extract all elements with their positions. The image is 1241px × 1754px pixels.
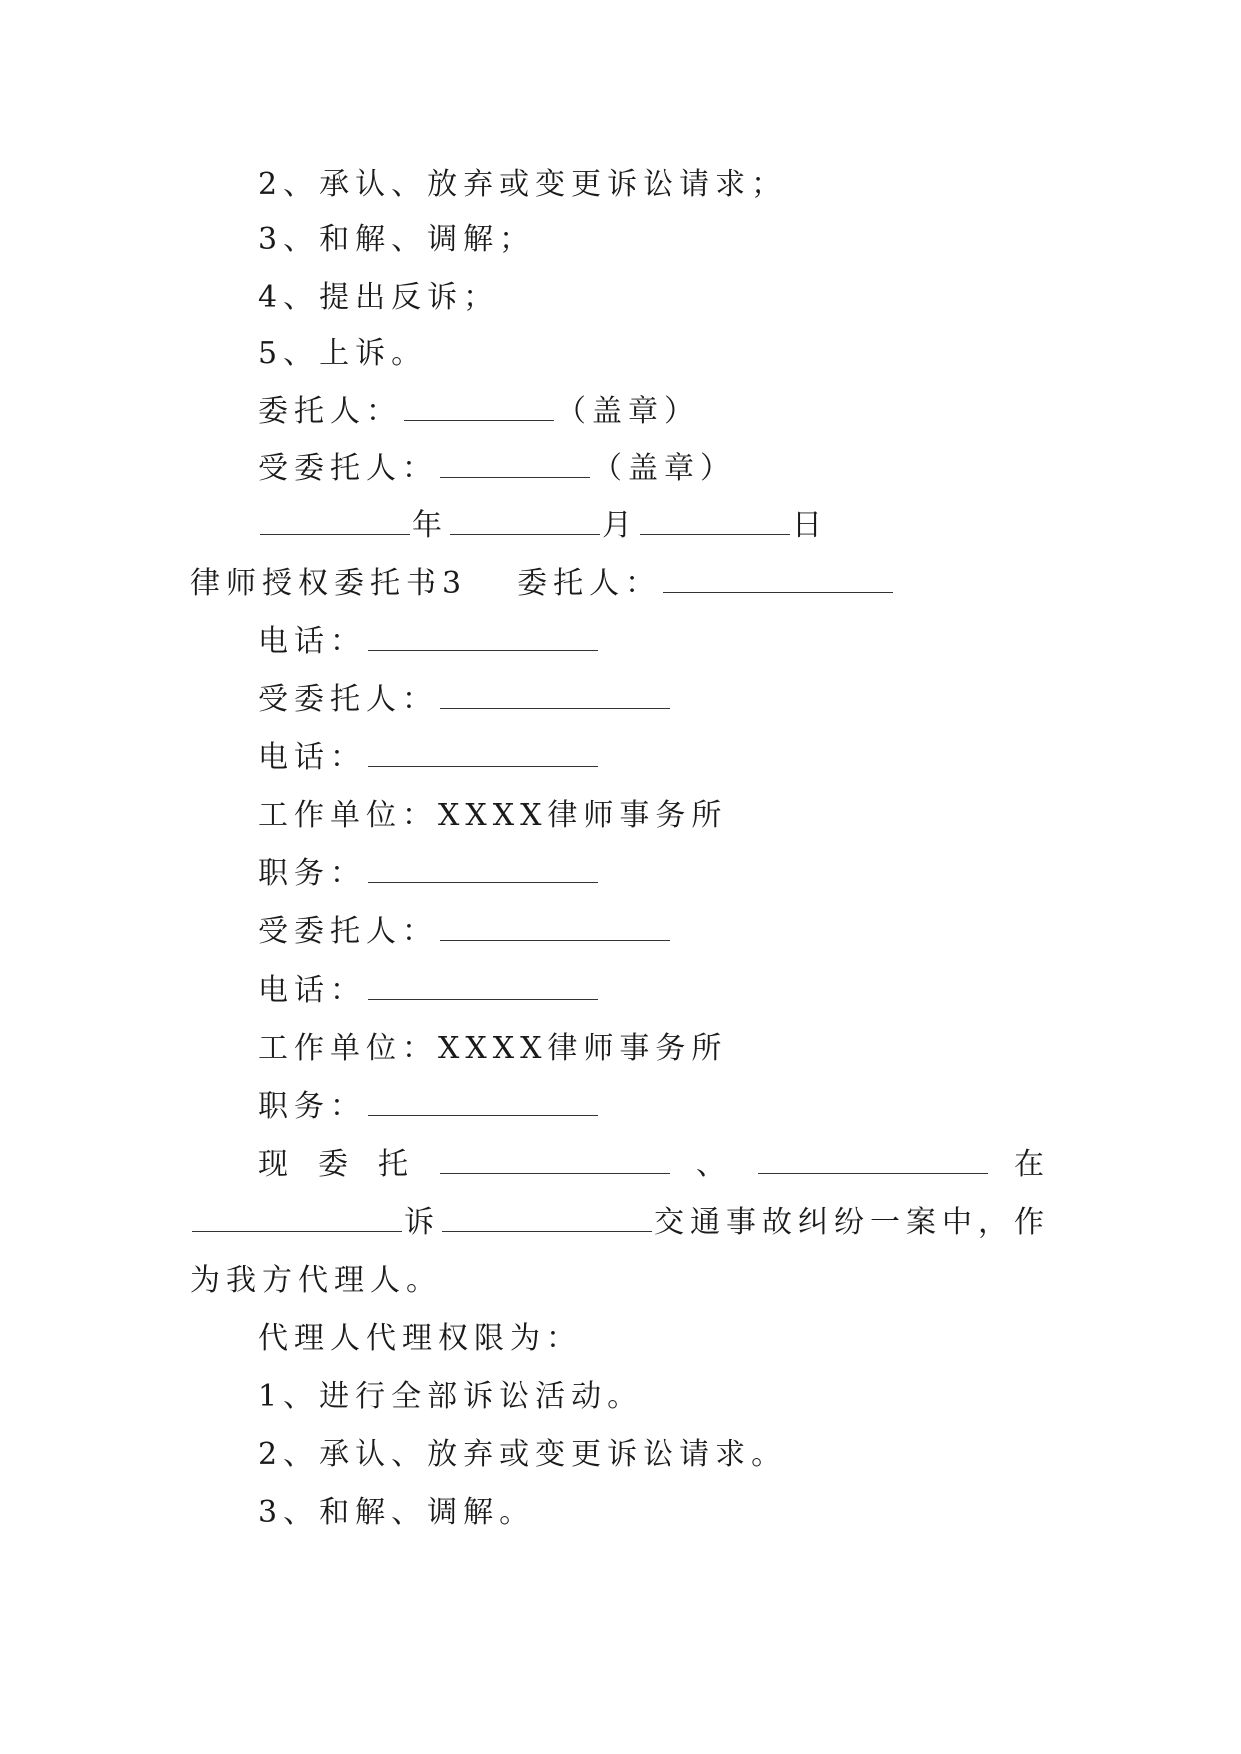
day-label: 日 <box>792 508 828 543</box>
year-blank[interactable] <box>260 533 410 535</box>
case-line-cont: 为我方代理人。 <box>190 1263 442 1298</box>
principal-seal: （盖章） <box>556 394 700 429</box>
principal-blank[interactable] <box>663 591 893 593</box>
doc-heading-line <box>190 555 895 613</box>
agent-line <box>258 671 672 729</box>
case-v: 诉 <box>404 1205 440 1240</box>
list-item: 3、和解、调解； <box>258 222 536 257</box>
entrust-word: 委 <box>318 1147 354 1182</box>
agent-seal-line <box>258 440 736 498</box>
position-blank[interactable] <box>368 1114 598 1116</box>
position-label: 职务： <box>258 1089 366 1124</box>
work-unit-line: 工作单位：XXXX律师事务所 <box>258 798 728 833</box>
position-line <box>258 1078 600 1136</box>
list-item: 2、承认、放弃或变更诉讼请求； <box>258 167 788 202</box>
entrust-word: 现 <box>258 1147 294 1182</box>
case-line <box>190 1194 1050 1252</box>
position-blank[interactable] <box>368 881 598 883</box>
agent-line <box>258 903 672 961</box>
list-item: 5、上诉。 <box>258 336 428 371</box>
agent-label: 受委托人： <box>258 451 438 486</box>
list-item: 3、和解、调解。 <box>258 1495 536 1530</box>
phone-label: 电话： <box>258 740 366 775</box>
position-label: 职务： <box>258 856 366 891</box>
case-text: 交通事故纠纷一案中，作 <box>654 1205 1050 1240</box>
phone-line <box>258 613 600 671</box>
phone-blank[interactable] <box>368 765 598 767</box>
date-line <box>258 497 828 555</box>
phone-line <box>258 729 600 787</box>
principal-label: 委托人： <box>258 394 402 429</box>
entrust-line <box>258 1136 1050 1194</box>
principal-blank[interactable] <box>404 419 554 421</box>
agent-seal: （盖章） <box>592 451 736 486</box>
phone-label: 电话： <box>258 973 366 1008</box>
agent-label: 受委托人： <box>258 914 438 949</box>
entrust-at: 在 <box>1014 1147 1050 1182</box>
phone-blank[interactable] <box>368 998 598 1000</box>
list-item: 2、承认、放弃或变更诉讼请求。 <box>258 1437 788 1472</box>
plaintiff-blank[interactable] <box>192 1230 402 1232</box>
entrust-separator: 、 <box>696 1147 732 1182</box>
entrust-word: 托 <box>378 1147 414 1182</box>
agent-label: 受委托人： <box>258 682 438 717</box>
principal-label: 委托人： <box>517 566 662 601</box>
agent-blank[interactable] <box>440 476 590 478</box>
phone-label: 电话： <box>258 624 366 659</box>
year-label: 年 <box>412 508 448 543</box>
work-unit-line: 工作单位：XXXX律师事务所 <box>258 1031 728 1066</box>
principal-seal-line <box>258 383 700 441</box>
entrusted-party-blank[interactable] <box>440 1172 670 1174</box>
month-blank[interactable] <box>450 533 600 535</box>
list-item: 1、进行全部诉讼活动。 <box>258 1379 644 1414</box>
agent-blank[interactable] <box>440 707 670 709</box>
month-label: 月 <box>602 508 638 543</box>
authority-intro: 代理人代理权限为： <box>258 1321 582 1356</box>
list-item: 4、提出反诉； <box>258 280 500 315</box>
position-line <box>258 845 600 903</box>
phone-blank[interactable] <box>368 649 598 651</box>
day-blank[interactable] <box>640 533 790 535</box>
entrusted-party-blank[interactable] <box>758 1172 988 1174</box>
defendant-blank[interactable] <box>442 1230 652 1232</box>
phone-line <box>258 962 600 1020</box>
doc-heading: 律师授权委托书3 <box>190 566 468 601</box>
agent-blank[interactable] <box>440 939 670 941</box>
